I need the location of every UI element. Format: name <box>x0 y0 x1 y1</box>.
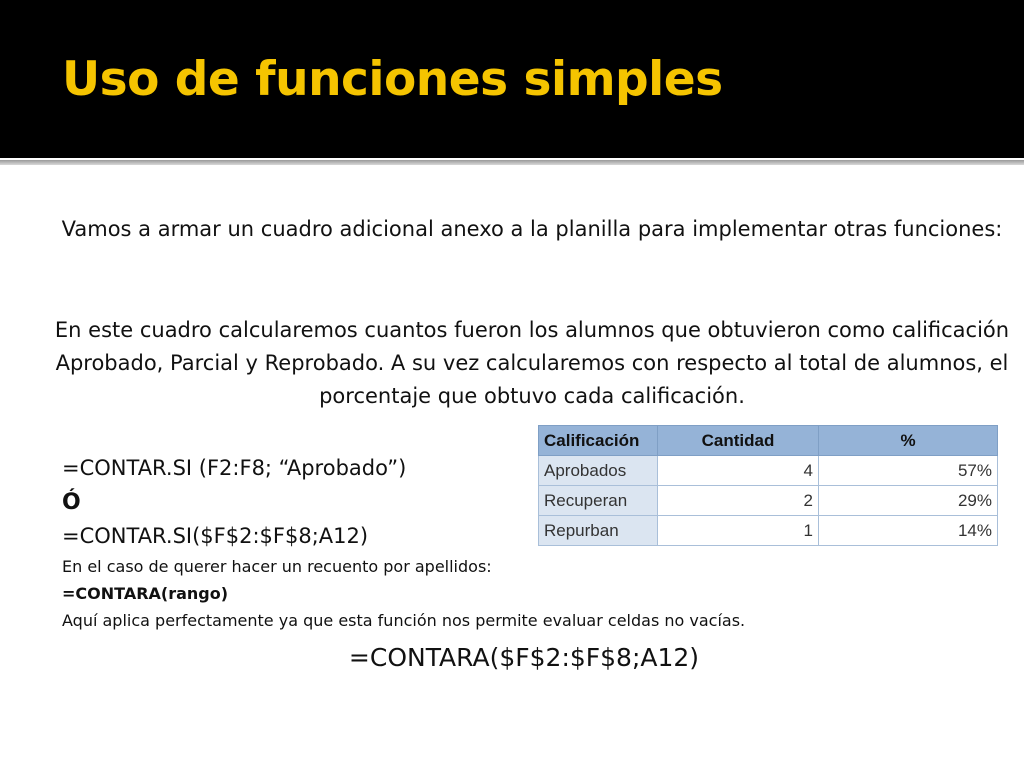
row-percent: 29% <box>819 486 998 516</box>
header-calificacion: Calificación <box>539 426 658 456</box>
row-percent: 57% <box>819 456 998 486</box>
row-cantidad: 1 <box>658 516 819 546</box>
row-percent: 14% <box>819 516 998 546</box>
description-paragraph: En este cuadro calcularemos cuantos fueron los alumnos que obtuvieron como calificación Aprobado, Parcial y Reprobado. A su vez calcularemos con respecto al total de alumnos, el porcentaje que obtuvo cada calificación. <box>54 318 1010 408</box>
row-cantidad: 4 <box>658 456 819 486</box>
formula-contar-si-absolute: =CONTAR.SI($F$2:$F$8;A12) <box>62 524 369 548</box>
slide-title: Uso de funciones simples <box>62 52 723 107</box>
row-cantidad: 2 <box>658 486 819 516</box>
row-label: Aprobados <box>539 456 658 486</box>
results-table <box>538 425 998 546</box>
table-row <box>539 516 998 546</box>
header-cantidad: Cantidad <box>658 426 819 456</box>
row-label: Recuperan <box>539 486 658 516</box>
table-row <box>539 486 998 516</box>
formula-contar-si: =CONTAR.SI (F2:F8; “Aprobado”) <box>62 456 407 480</box>
or-label: Ó <box>62 490 81 515</box>
formula-contara-rango: =CONTARA(rango) <box>62 584 229 603</box>
note-celdas-no-vacias: Aquí aplica perfectamente ya que esta función nos permite evaluar celdas no vacías. <box>62 611 746 630</box>
formula-contara-final: =CONTARA($F$2:$F$8;A12) <box>348 643 700 672</box>
intro-paragraph: Vamos a armar un cuadro adicional anexo a la planilla para implementar otras funciones: <box>61 217 1003 241</box>
table-row <box>539 456 998 486</box>
title-divider <box>0 160 1024 165</box>
row-label: Repurban <box>539 516 658 546</box>
table-header-row <box>539 426 998 456</box>
header-percent: % <box>819 426 998 456</box>
note-apellidos: En el caso de querer hacer un recuento por apellidos: <box>62 557 492 576</box>
